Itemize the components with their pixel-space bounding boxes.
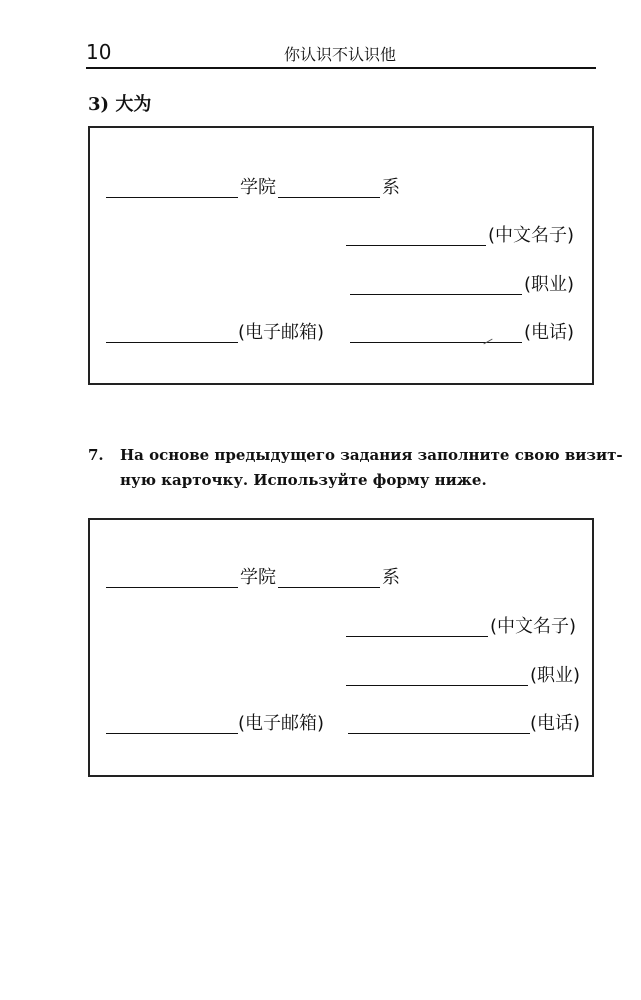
email-blank bbox=[106, 342, 238, 343]
email-blank bbox=[106, 733, 238, 734]
exercise-text-line-2: ную карточку. Используйте форму ниже. bbox=[120, 471, 487, 489]
phone-blank bbox=[350, 342, 522, 343]
section-name: 大为 bbox=[115, 94, 152, 115]
section-number: 3) bbox=[88, 94, 110, 115]
page-number: 10 bbox=[86, 40, 112, 64]
running-title: 你认识不认识他 bbox=[284, 45, 397, 64]
header-rule bbox=[86, 67, 596, 69]
department-blank bbox=[278, 587, 380, 588]
phone-label: (电话) bbox=[524, 322, 575, 343]
phone-label: (电话) bbox=[530, 713, 581, 734]
exercise-text-line-1: На основе предыдущего задания заполните свою визит- bbox=[120, 446, 623, 464]
chinese-name-label: (中文名子) bbox=[490, 616, 577, 637]
department-label: 系 bbox=[382, 177, 400, 198]
phone-blank bbox=[348, 733, 530, 734]
college-blank bbox=[106, 197, 238, 198]
occupation-blank bbox=[346, 685, 528, 686]
chinese-name-blank bbox=[346, 636, 488, 637]
occupation-label: (职业) bbox=[530, 665, 581, 686]
chinese-name-blank bbox=[346, 245, 486, 246]
occupation-label: (职业) bbox=[524, 274, 575, 295]
chinese-name-label: (中文名子) bbox=[488, 225, 575, 246]
email-label: (电子邮箱) bbox=[238, 713, 325, 734]
exercise-number: 7. bbox=[88, 446, 104, 464]
business-card-example bbox=[88, 126, 594, 385]
department-label: 系 bbox=[382, 567, 400, 588]
section-heading bbox=[88, 90, 151, 116]
department-blank bbox=[278, 197, 380, 198]
occupation-blank bbox=[350, 294, 522, 295]
college-blank bbox=[106, 587, 238, 588]
college-label: 学院 bbox=[240, 177, 276, 198]
email-label: (电子邮箱) bbox=[238, 322, 325, 343]
business-card-form bbox=[88, 518, 594, 777]
college-label: 学院 bbox=[240, 567, 276, 588]
